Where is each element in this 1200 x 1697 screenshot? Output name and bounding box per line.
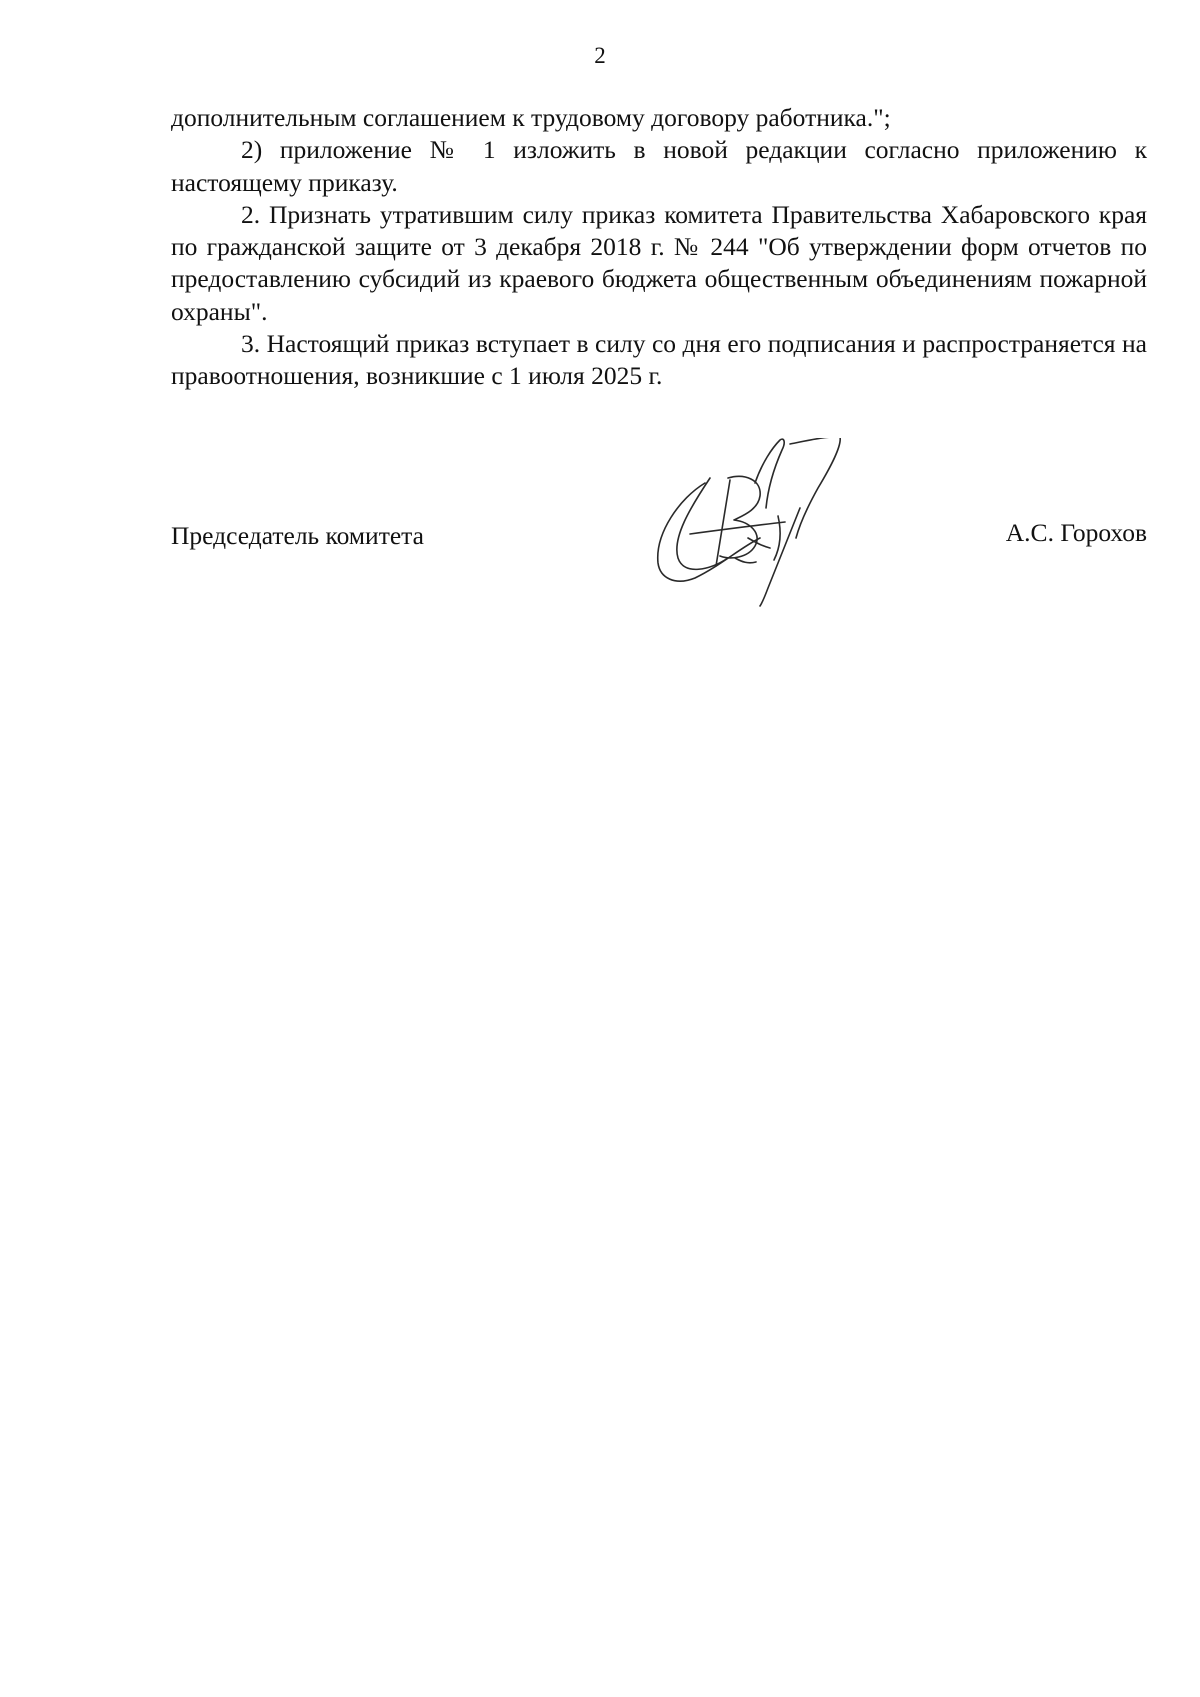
page-number: 2 [594,43,606,68]
paragraph-continuation: дополнительным соглашением к трудовому договору работника."; [171,103,891,132]
signer-name: А.С. Горохов [1005,518,1147,547]
handwritten-signature [650,438,880,608]
paragraph-point-3: 3. Настоящий приказ вступает в силу со дня его подписания и распространяется на правоотношения, возникшие с 1 июля 2025 г. [171,329,1147,391]
signer-position: Председатель комитета [171,521,424,550]
paragraph-item-2: 2) приложение № 1 изложить в новой редакции согласно приложению к настоящему приказу. [171,135,1147,197]
document-body [171,102,1147,393]
paragraph-point-2: 2. Признать утратившим силу приказ комитета Правительства Хабаровского края по гражданской защите от 3 декабря 2018 г. № 244 "Об утверждении форм отчетов по предоставлению субсидий из краевого бюджета общественным объединениям пожарной охраны". [171,199,1147,326]
